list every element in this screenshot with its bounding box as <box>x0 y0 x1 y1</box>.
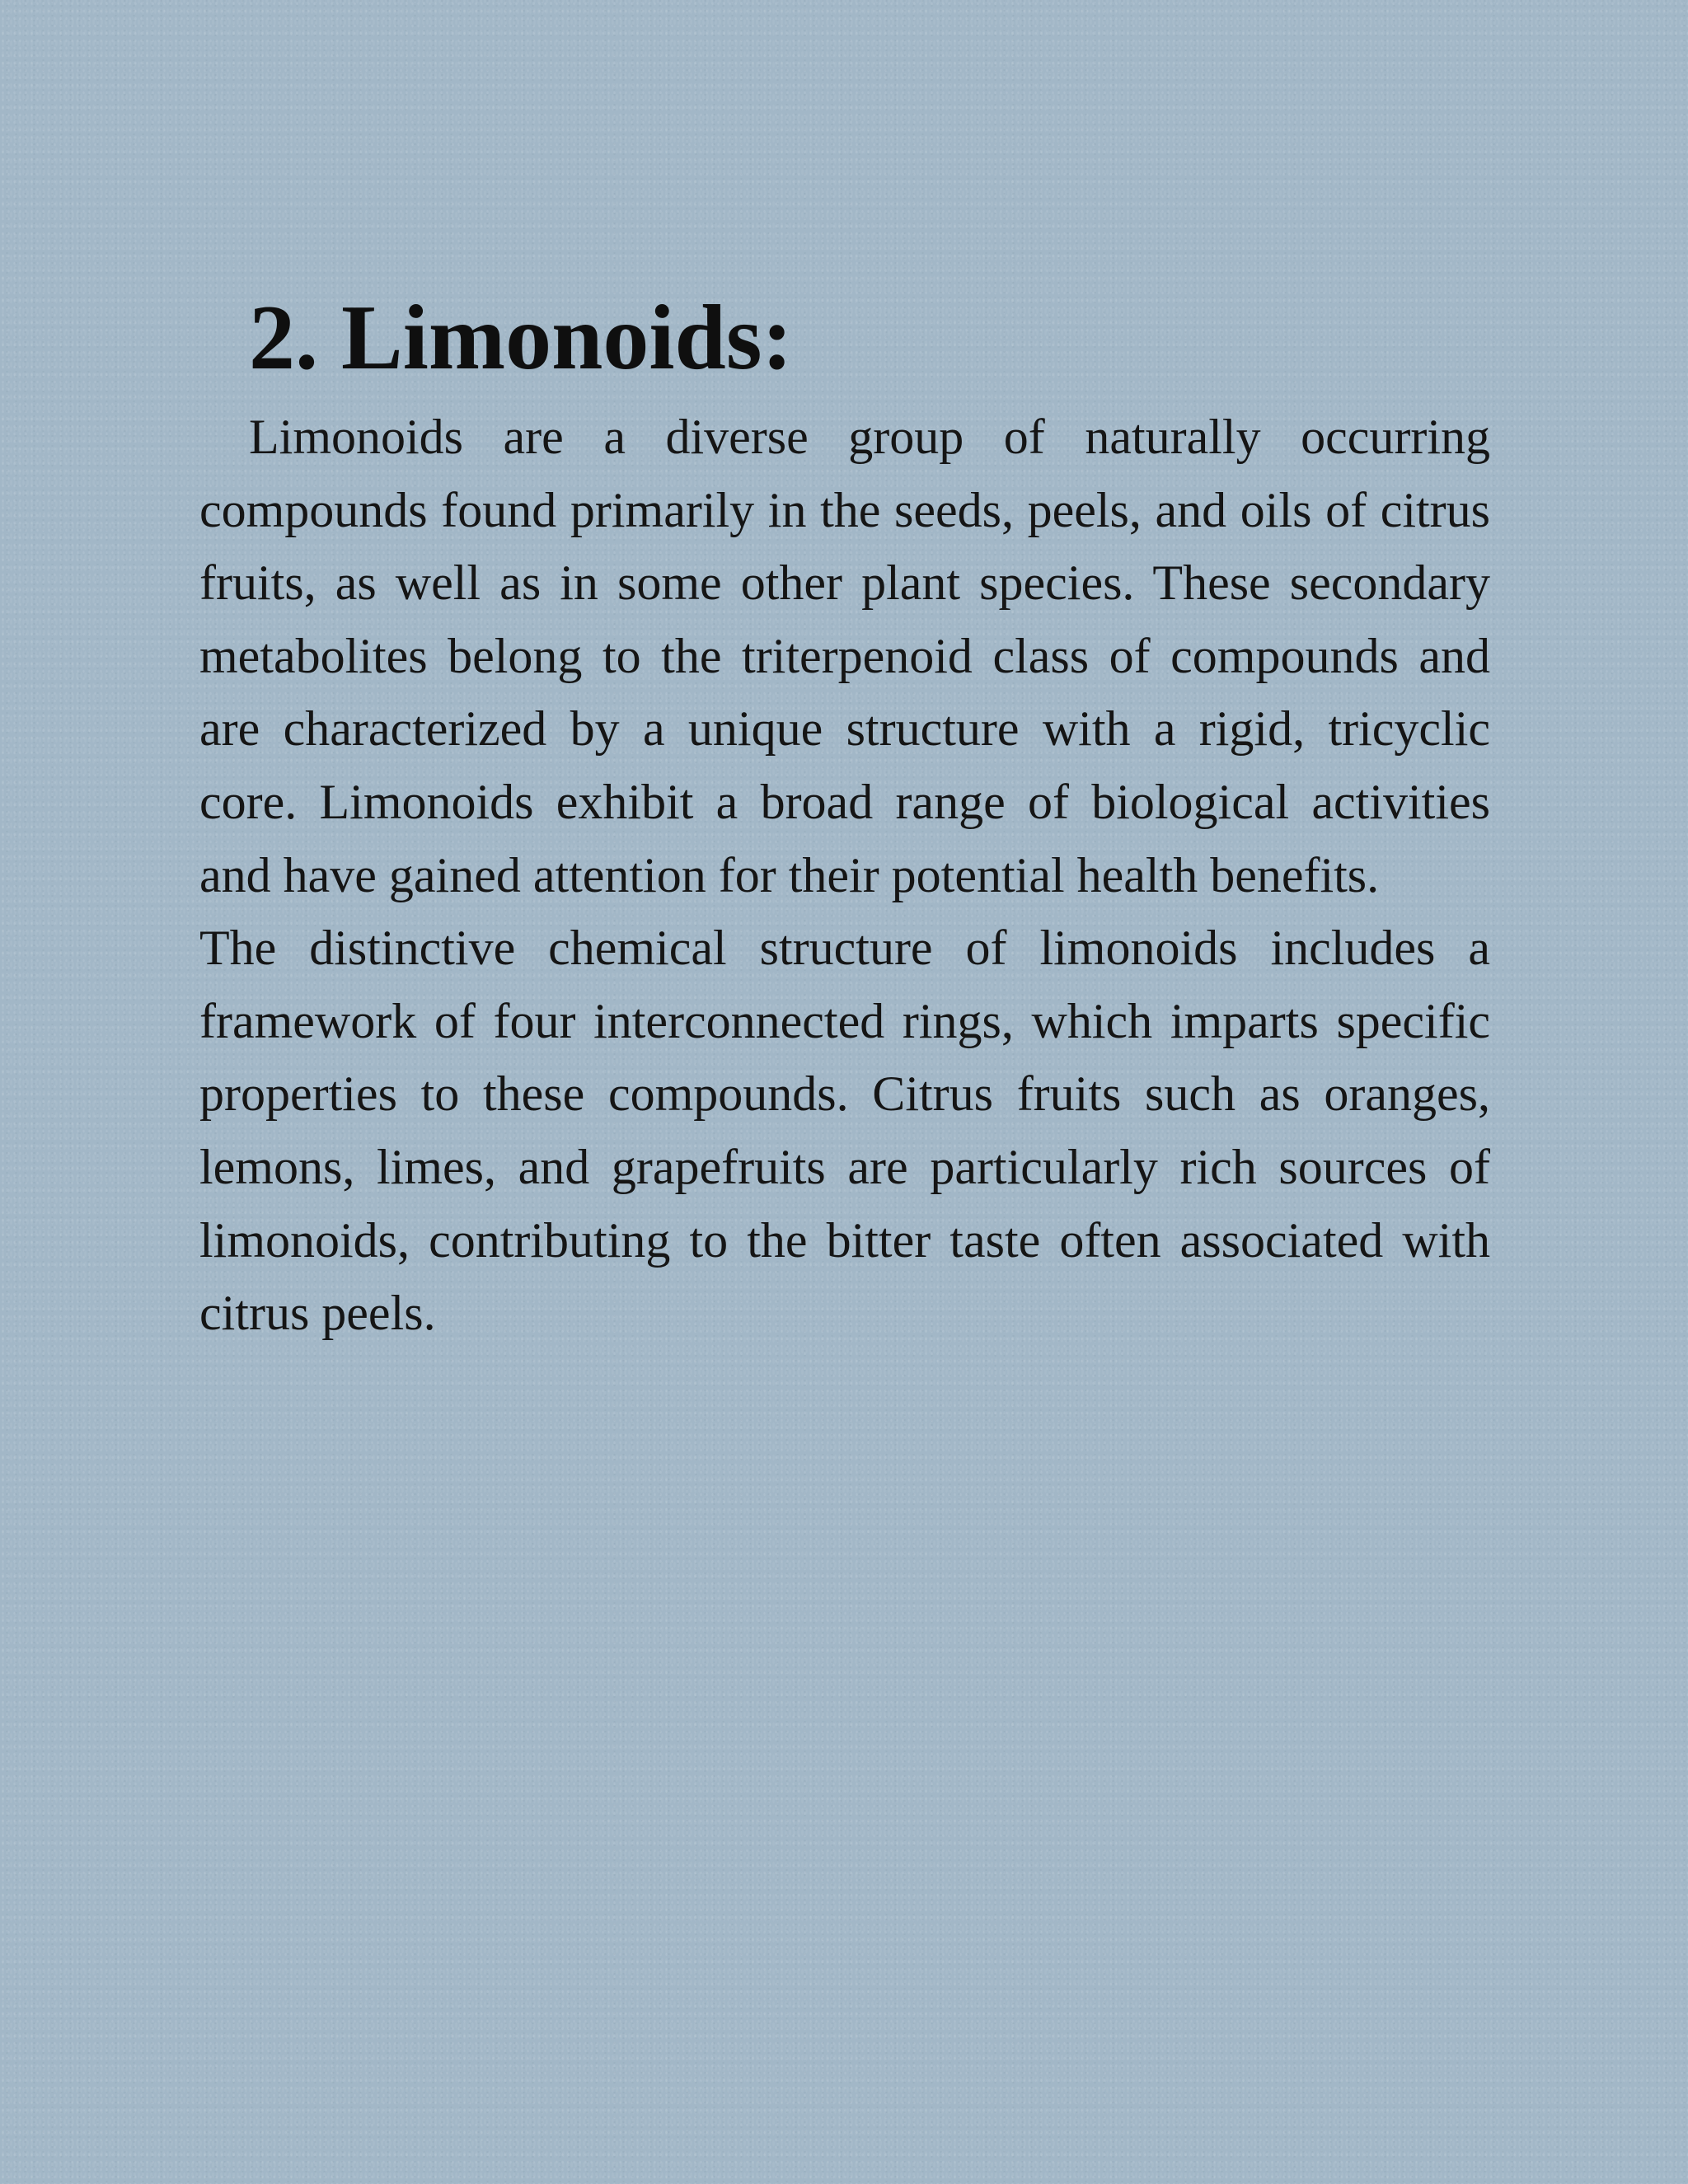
paragraph-structure: The distinctive chemical structure of limonoids includes a framework of four interconnected rings, which imparts specific properties to these compounds. Citrus fruits such as oranges, lemons, limes, and grapefruits are particularly rich sources of limonoids, contributing to the bitter taste often associated with citrus peels. <box>199 921 1490 1341</box>
body-text <box>199 401 1490 1350</box>
paragraph-intro: Limonoids are a diverse group of naturally occurring compounds found primarily in the seeds, peels, and oils of citrus fruits, as well as in some other plant species. These secondary metabolites belong to the triterpenoid class of compounds and are characterized by a unique structure with a rigid, tricyclic core. Limonoids exhibit a broad range of biological activities and have gained attention for their potential health benefits. <box>199 410 1490 902</box>
section-heading: 2. Limonoids: <box>249 287 793 389</box>
